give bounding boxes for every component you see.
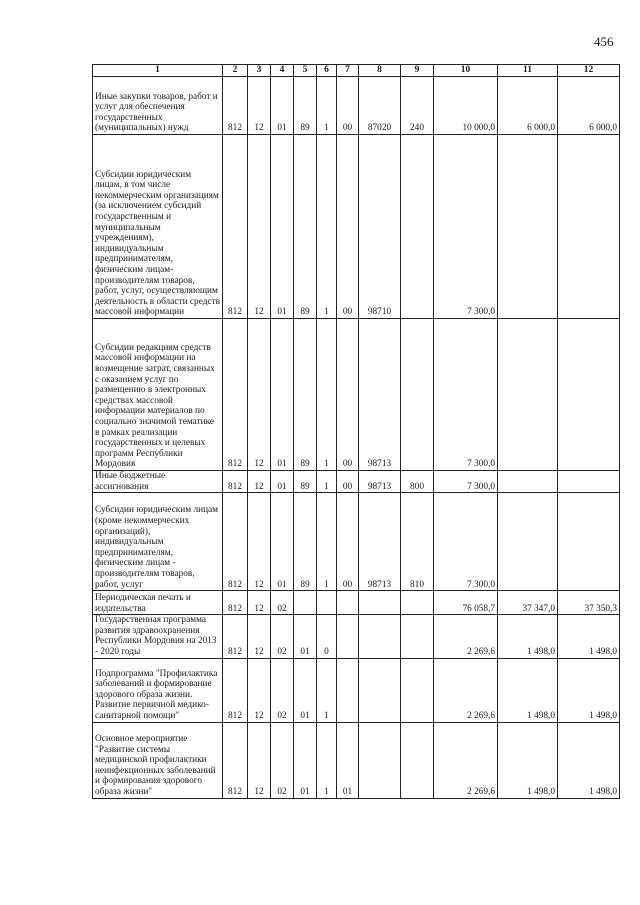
table-cell: 02 xyxy=(271,615,294,658)
table-cell xyxy=(401,135,434,319)
table-cell: 02 xyxy=(271,658,294,722)
column-header: 10 xyxy=(434,65,498,77)
row-name-cell: Субсидии юридическим лицам, в том числе некоммерческим организациям (за исключением субсидий государственным и муниципальным учреждениям), индивидуальным предпринимателям, физическим лицам-производителям товаров, работ, услуг, осуществляющим деятельность в области средств массовой информации xyxy=(93,135,223,319)
table-cell xyxy=(558,135,620,319)
table-cell: 12 xyxy=(248,77,271,135)
table-cell: 01 xyxy=(271,319,294,471)
row-name-cell: Периодическая печать и издательства xyxy=(93,591,223,615)
table-cell: 812 xyxy=(223,658,248,722)
table-cell: 1 xyxy=(317,77,337,135)
page-number: 456 xyxy=(594,34,614,49)
column-header: 4 xyxy=(271,65,294,77)
table-cell: 812 xyxy=(223,493,248,591)
table-cell: 812 xyxy=(223,722,248,798)
table-cell xyxy=(558,319,620,471)
table-cell: 12 xyxy=(248,615,271,658)
table-cell: 12 xyxy=(248,319,271,471)
table-cell: 812 xyxy=(223,135,248,319)
table-cell xyxy=(337,615,359,658)
table-cell xyxy=(337,658,359,722)
table-cell: 00 xyxy=(337,319,359,471)
table-cell: 812 xyxy=(223,319,248,471)
table-cell: 1 xyxy=(317,135,337,319)
table-cell: 01 xyxy=(294,658,317,722)
table-cell: 89 xyxy=(294,493,317,591)
table-cell xyxy=(401,319,434,471)
table-body xyxy=(93,77,620,799)
table-cell: 6 000,0 xyxy=(498,77,558,135)
table-cell: 7 300,0 xyxy=(434,319,498,471)
table-cell: 98713 xyxy=(359,493,401,591)
table-cell: 37 347,0 xyxy=(498,591,558,615)
table-cell: 89 xyxy=(294,319,317,471)
column-header: 3 xyxy=(248,65,271,77)
table-cell: 2 269,6 xyxy=(434,615,498,658)
table-cell xyxy=(498,319,558,471)
table-cell xyxy=(359,591,401,615)
column-header: 9 xyxy=(401,65,434,77)
table-cell: 98713 xyxy=(359,319,401,471)
table-cell xyxy=(294,591,317,615)
table-cell xyxy=(401,658,434,722)
table-cell: 12 xyxy=(248,493,271,591)
table-cell: 01 xyxy=(271,77,294,135)
table-cell xyxy=(401,615,434,658)
table-cell: 800 xyxy=(401,471,434,493)
table-cell xyxy=(498,493,558,591)
table-cell: 12 xyxy=(248,135,271,319)
table-cell: 12 xyxy=(248,658,271,722)
table-row xyxy=(93,493,620,591)
table-cell: 00 xyxy=(337,77,359,135)
table-cell: 812 xyxy=(223,77,248,135)
table-row xyxy=(93,658,620,722)
table-cell: 240 xyxy=(401,77,434,135)
column-header: 6 xyxy=(317,65,337,77)
table-cell: 1 xyxy=(317,471,337,493)
table-cell xyxy=(558,471,620,493)
table-cell: 89 xyxy=(294,77,317,135)
row-name-cell: Основное мероприятие "Развитие системы медицинской профилактики неинфекционных заболеваний и формирования здорового образа жизни" xyxy=(93,722,223,798)
table-cell: 7 300,0 xyxy=(434,135,498,319)
table-cell: 02 xyxy=(271,591,294,615)
table-cell: 1 498,0 xyxy=(558,615,620,658)
table-cell: 812 xyxy=(223,591,248,615)
table-cell xyxy=(401,591,434,615)
table-cell: 0 xyxy=(317,615,337,658)
row-name-cell: Субсидии юридическим лицам (кроме некоммерческих организаций), индивидуальным предпринимателям, физическим лицам - производителям товаров, работ, услуг xyxy=(93,493,223,591)
table-cell xyxy=(359,615,401,658)
table-cell: 12 xyxy=(248,722,271,798)
table-cell: 01 xyxy=(337,722,359,798)
table-cell xyxy=(337,591,359,615)
table-cell: 01 xyxy=(294,722,317,798)
table-cell: 1 xyxy=(317,319,337,471)
table-cell: 00 xyxy=(337,471,359,493)
table-row xyxy=(93,135,620,319)
table-cell xyxy=(317,591,337,615)
table-cell: 1 xyxy=(317,658,337,722)
table-row xyxy=(93,591,620,615)
table-cell: 1 xyxy=(317,722,337,798)
table-cell: 01 xyxy=(271,471,294,493)
row-name-cell: Иные бюджетные ассигнования xyxy=(93,471,223,493)
column-header: 12 xyxy=(558,65,620,77)
table-cell: 1 498,0 xyxy=(498,615,558,658)
table-cell: 01 xyxy=(271,493,294,591)
table-cell: 810 xyxy=(401,493,434,591)
table-cell: 01 xyxy=(271,135,294,319)
table-row xyxy=(93,615,620,658)
row-name-cell: Субсидии редакциям средств массовой информации на возмещение затрат, связанных с оказанием услуг по размещению в электронных средствах массовой информации материалов по социально значимой тематике в рамках реализации государственных и целевых программ Республики Мордовия xyxy=(93,319,223,471)
table-cell: 98713 xyxy=(359,471,401,493)
table-row xyxy=(93,77,620,135)
table-cell: 00 xyxy=(337,135,359,319)
table-cell: 12 xyxy=(248,471,271,493)
table-cell: 1 498,0 xyxy=(558,658,620,722)
column-header: 7 xyxy=(337,65,359,77)
column-header: 11 xyxy=(498,65,558,77)
table-cell: 76 058,7 xyxy=(434,591,498,615)
table-cell: 01 xyxy=(294,615,317,658)
table-cell: 7 300,0 xyxy=(434,493,498,591)
table-cell: 37 350,3 xyxy=(558,591,620,615)
table-cell: 02 xyxy=(271,722,294,798)
table-row xyxy=(93,319,620,471)
table-cell: 98710 xyxy=(359,135,401,319)
table-cell: 10 000,0 xyxy=(434,77,498,135)
row-name-cell: Иные закупки товаров, работ и услуг для обеспечения государственных (муниципальных) нужд xyxy=(93,77,223,135)
table-cell: 00 xyxy=(337,493,359,591)
table-cell: 2 269,6 xyxy=(434,722,498,798)
table-cell: 89 xyxy=(294,135,317,319)
table-cell xyxy=(359,722,401,798)
table-cell: 812 xyxy=(223,471,248,493)
column-header: 8 xyxy=(359,65,401,77)
table-cell: 6 000,0 xyxy=(558,77,620,135)
table-cell xyxy=(401,722,434,798)
row-name-cell: Государственная программа развития здравоохранения Республики Мордовия на 2013 - 2020 годы xyxy=(93,615,223,658)
column-header: 1 xyxy=(93,65,223,77)
table-cell xyxy=(558,493,620,591)
table-cell: 87020 xyxy=(359,77,401,135)
table-cell: 812 xyxy=(223,615,248,658)
table-cell: 7 300,0 xyxy=(434,471,498,493)
table-cell xyxy=(498,471,558,493)
table-cell: 1 xyxy=(317,493,337,591)
table-cell: 12 xyxy=(248,591,271,615)
table-cell: 1 498,0 xyxy=(498,722,558,798)
table-cell: 89 xyxy=(294,471,317,493)
column-header: 2 xyxy=(223,65,248,77)
table-row xyxy=(93,722,620,798)
table-cell xyxy=(498,135,558,319)
table-cell xyxy=(359,658,401,722)
table-cell: 1 498,0 xyxy=(498,658,558,722)
column-header: 5 xyxy=(294,65,317,77)
table-row xyxy=(93,471,620,493)
table-header-row xyxy=(93,65,620,77)
budget-table xyxy=(92,64,620,799)
table-cell: 2 269,6 xyxy=(434,658,498,722)
row-name-cell: Подпрограмма "Профилактика заболеваний и формирование здорового образа жизни. Развитие первичной медико-санитарной помощи" xyxy=(93,658,223,722)
table-cell: 1 498,0 xyxy=(558,722,620,798)
